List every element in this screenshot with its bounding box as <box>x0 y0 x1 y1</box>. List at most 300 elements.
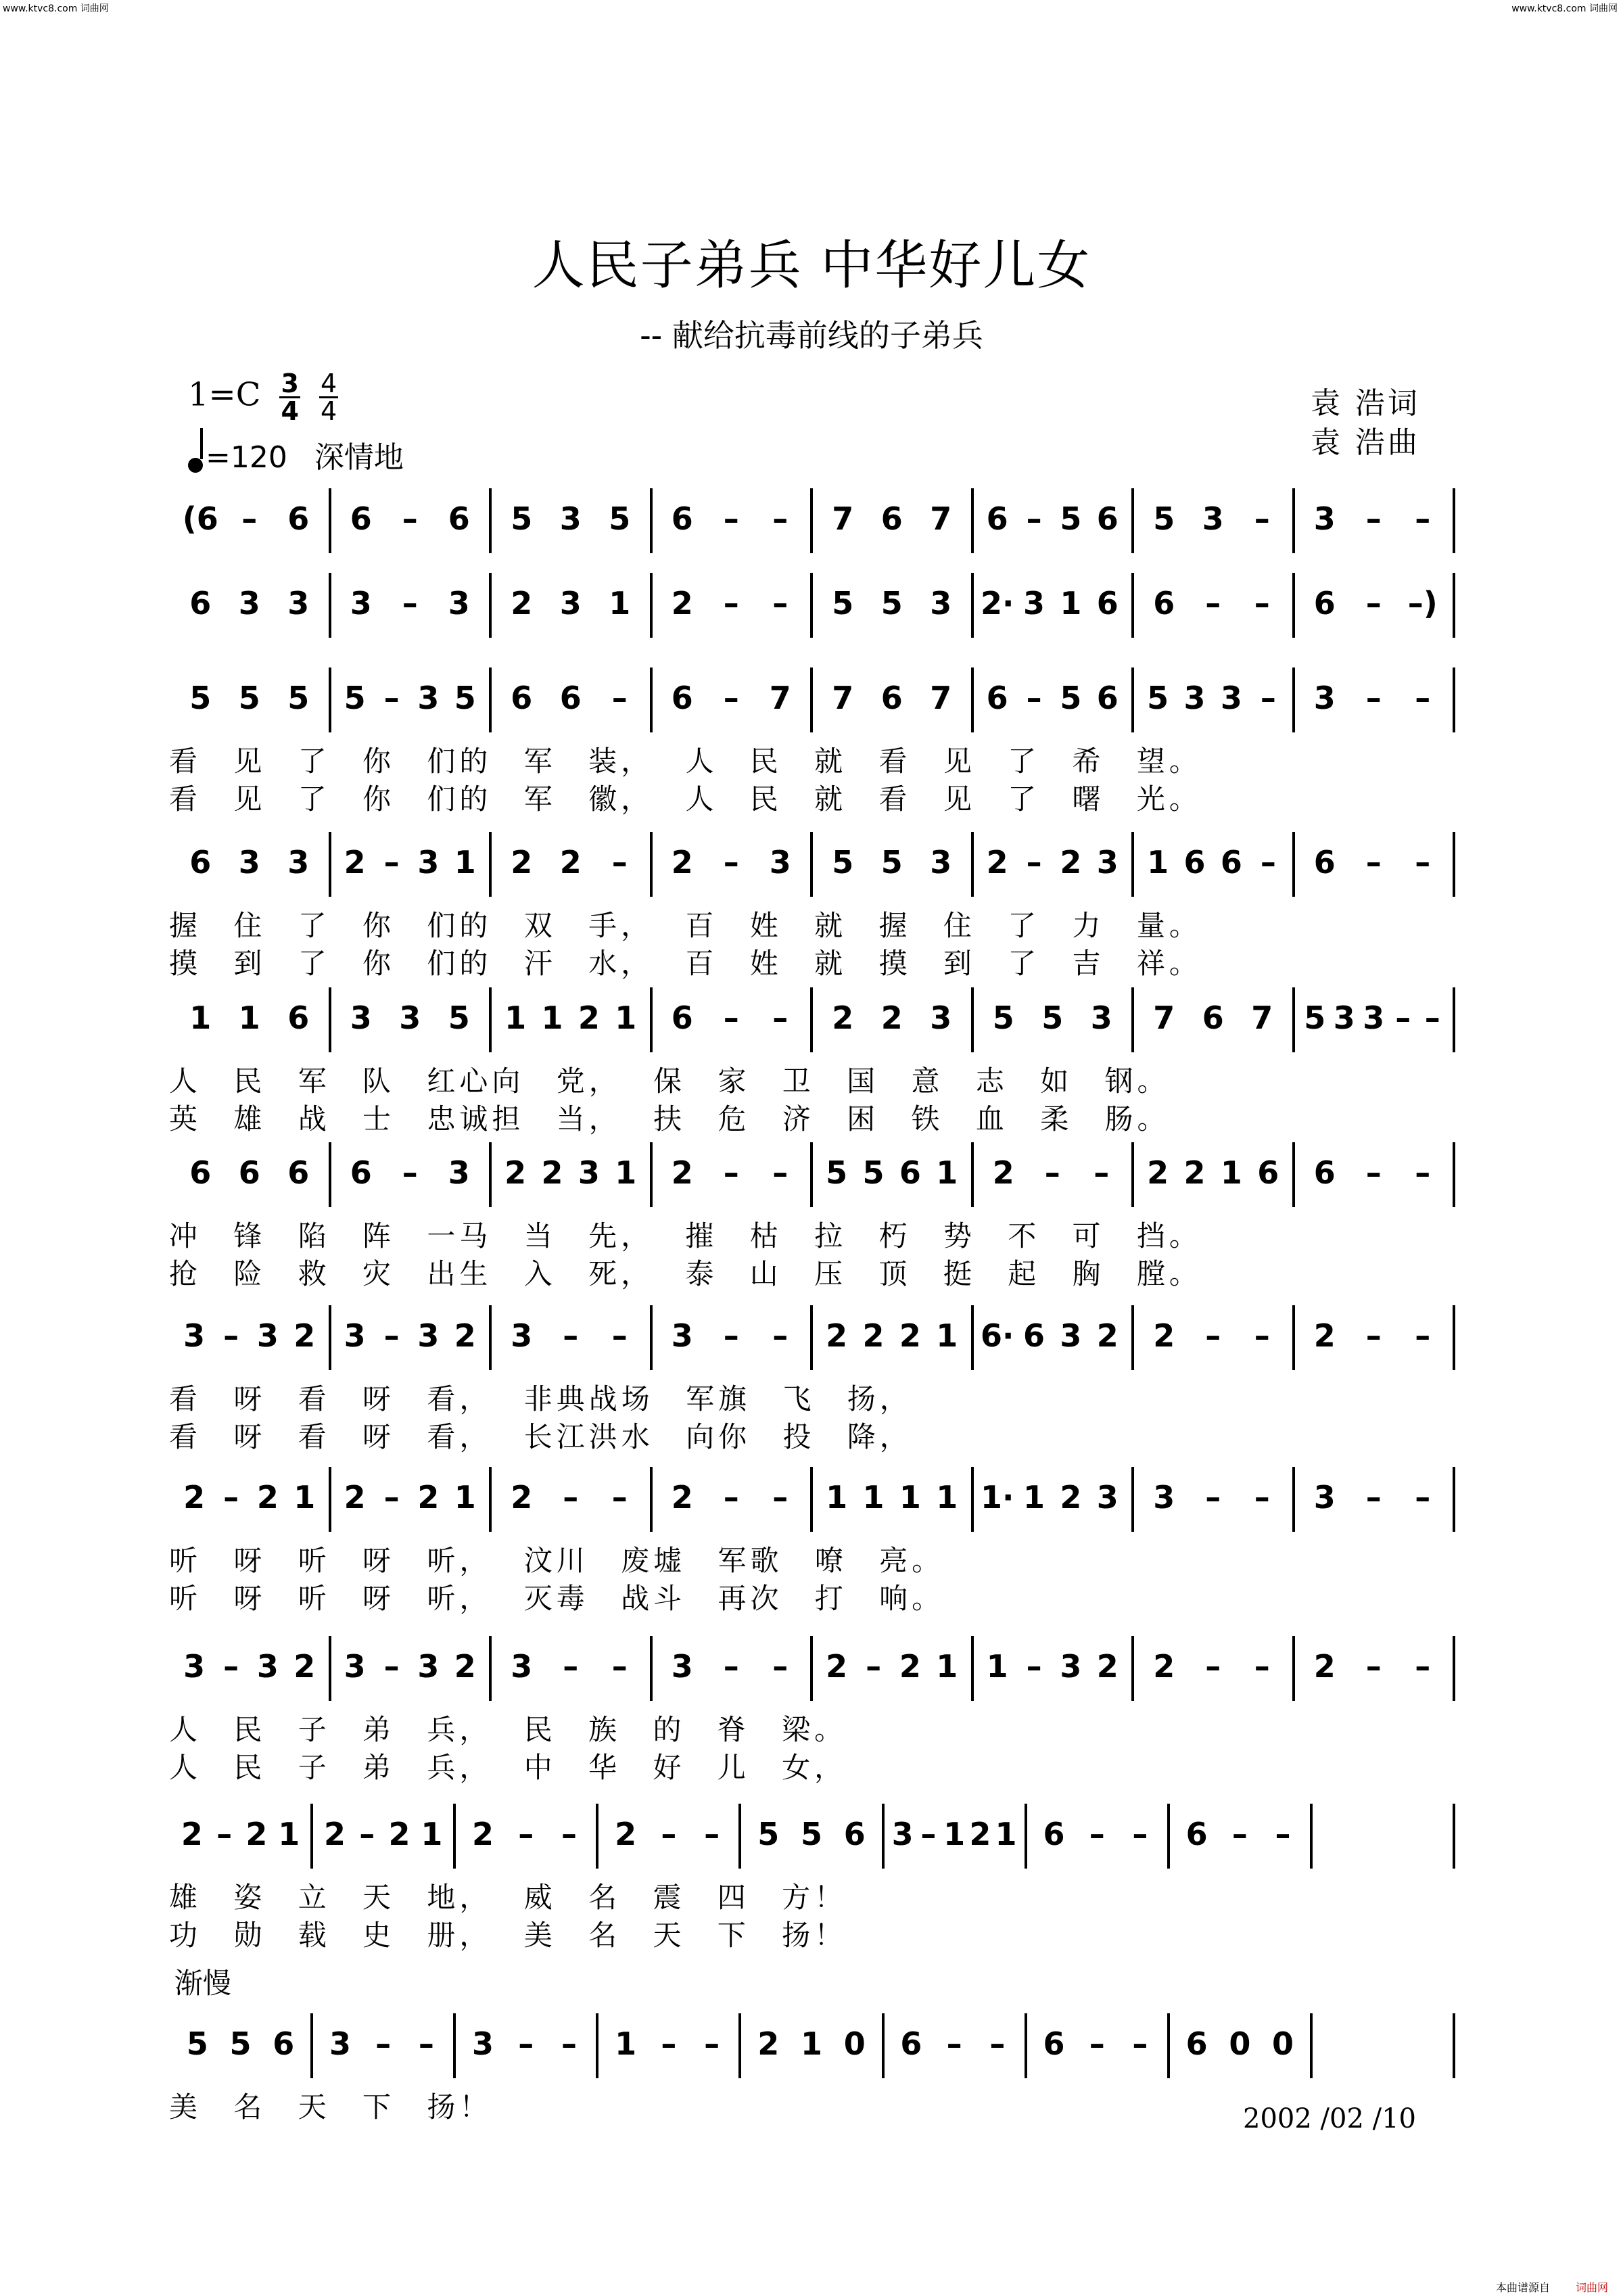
note-symbol: 6 <box>1153 585 1175 622</box>
note-symbol: – <box>1205 585 1221 622</box>
note-symbol: 7 <box>1251 1000 1273 1036</box>
note-symbol: 2 <box>1153 1648 1175 1685</box>
lyric-line: 功 勋 载 史 册， 美 名 天 下 扬！ <box>169 1919 847 1952</box>
note-symbol: – <box>723 500 739 537</box>
lyric-line: 看 呀 看 呀 看， 非典战场 军旗 飞 扬， <box>169 1382 912 1415</box>
note-symbol: – <box>359 1816 375 1852</box>
bar-line <box>329 1636 331 1701</box>
note-symbol: – <box>661 1816 677 1852</box>
note-symbol: 3 <box>287 585 310 622</box>
note-symbol: 3 <box>559 585 582 622</box>
note-symbol: 2 <box>293 1317 316 1354</box>
note-symbol: 2 <box>1313 1317 1336 1354</box>
bar-line <box>489 1636 492 1701</box>
note-symbol: 2 <box>1313 1648 1336 1685</box>
bar-line <box>596 1804 598 1869</box>
note-symbol: 5 <box>344 680 366 716</box>
note-symbol: 3 <box>559 500 582 537</box>
bar-line <box>810 573 813 638</box>
note-symbol: – <box>1365 585 1382 622</box>
note-symbol: – <box>1415 1479 1431 1516</box>
note-symbol: – <box>1254 1479 1270 1516</box>
note-symbol: 1 <box>995 1816 1017 1852</box>
note-symbol: 3 <box>417 1317 440 1354</box>
note-symbol: 3 <box>769 844 791 881</box>
note-symbol: – <box>704 1816 720 1852</box>
note-symbol: 3 <box>238 585 260 622</box>
note-symbol: 6 <box>238 1154 260 1191</box>
note-symbol: 7 <box>930 500 952 537</box>
note-symbol: 2 <box>344 844 366 881</box>
notation-line <box>169 2025 1454 2066</box>
note-symbol: 6 <box>287 500 310 537</box>
note-symbol: – <box>518 2025 534 2062</box>
bar-line <box>1310 2013 1313 2078</box>
bar-line <box>1131 832 1134 897</box>
note-symbol: – <box>1395 1000 1411 1036</box>
note-symbol: 2 <box>472 1816 494 1852</box>
note-symbol: 2 <box>511 585 533 622</box>
note-symbol: 2 <box>256 1479 279 1516</box>
note-symbol: 1 <box>936 1317 958 1354</box>
bar-line <box>1131 1636 1134 1701</box>
note-symbol: 5 <box>1147 680 1169 716</box>
footer-site-name: 词曲网 <box>1576 2281 1609 2294</box>
note-symbol: – <box>383 1648 400 1685</box>
note-symbol: 5 <box>862 1154 885 1191</box>
note-symbol: 3 <box>1183 680 1206 716</box>
note-symbol: 2 <box>578 1000 600 1036</box>
note-symbol: 7 <box>832 680 854 716</box>
note-symbol: 5 <box>832 585 854 622</box>
note-symbol: 3 <box>417 1648 440 1685</box>
note-symbol: – <box>223 1648 239 1685</box>
note-symbol: 3 <box>1060 1648 1082 1685</box>
lyric-line: 英 雄 战 士 忠诚担 当， 扶 危 济 困 铁 血 柔 肠。 <box>169 1102 1170 1135</box>
note-symbol: – <box>1205 1317 1221 1354</box>
note-symbol: 1 <box>189 1000 212 1036</box>
note-symbol: 2 <box>245 1816 268 1852</box>
note-symbol: 3 <box>183 1317 206 1354</box>
note-symbol: 5 <box>511 500 533 537</box>
note-symbol: 5 <box>189 680 212 716</box>
bar-line <box>650 1142 653 1207</box>
note-symbol: 6 <box>671 1000 693 1036</box>
note-symbol: 3 <box>344 1648 366 1685</box>
note-symbol: 2 <box>1060 844 1082 881</box>
note-symbol: 6 <box>1043 1816 1065 1852</box>
note-symbol: 5 <box>1060 500 1082 537</box>
site-url-right[interactable]: www.ktvc8.com 词曲网 <box>1511 3 1618 14</box>
note-symbol: – <box>611 1317 628 1354</box>
note-symbol: 2 <box>1096 1317 1119 1354</box>
note-symbol: 1 <box>541 1000 563 1036</box>
bar-line <box>650 573 653 638</box>
lyric-line: 握 住 了 你 们的 双 手， 百 姓 就 握 住 了 力 量。 <box>169 909 1202 942</box>
lyric-line: 看 见 了 你 们的 军 装， 人 民 就 看 见 了 希 望。 <box>169 745 1202 778</box>
note-symbol: 5 <box>1153 500 1175 537</box>
note-symbol: 1 <box>609 585 631 622</box>
lyric-line: 雄 姿 立 天 地， 威 名 震 四 方！ <box>169 1881 847 1914</box>
lyric-line: 看 呀 看 呀 看， 长江洪水 向你 投 降， <box>169 1420 912 1453</box>
note-symbol: 3 <box>1096 844 1119 881</box>
note-symbol: 3 <box>448 1154 470 1191</box>
note-symbol: 2 <box>832 1000 854 1036</box>
note-symbol: – <box>561 2025 577 2062</box>
note-symbol: 5 <box>454 680 476 716</box>
bar-line <box>596 2013 598 2078</box>
note-symbol: 2 <box>826 1317 848 1354</box>
bar-line <box>1292 1467 1295 1532</box>
bar-line <box>650 488 653 553</box>
note-symbol: – <box>1415 1317 1431 1354</box>
note-symbol: – <box>611 680 628 716</box>
note-symbol: 2 <box>323 1816 346 1852</box>
note-symbol: 2 <box>969 1816 991 1852</box>
bar-line <box>489 832 492 897</box>
note-symbol: 3 <box>256 1317 279 1354</box>
note-symbol: 1 <box>862 1479 885 1516</box>
note-symbol: 6 <box>986 680 1008 716</box>
footer-source-text: 本曲谱源自 <box>1496 2281 1551 2294</box>
bar-line <box>1453 1636 1455 1701</box>
notation-line <box>169 500 1454 541</box>
note-symbol: 3 <box>472 2025 494 2062</box>
note-symbol: 3 <box>1313 680 1336 716</box>
note-symbol: – <box>1254 1317 1270 1354</box>
bar-line <box>810 667 813 732</box>
note-symbol: 2 <box>181 1816 203 1852</box>
note-symbol: 6 <box>1185 2025 1208 2062</box>
note-symbol: 5 <box>609 500 631 537</box>
note-symbol: 3 <box>350 585 372 622</box>
bar-line <box>810 1467 813 1532</box>
note-symbol: – <box>1254 585 1270 622</box>
note-symbol: 5 <box>832 844 854 881</box>
note-symbol: 3 <box>1023 585 1045 622</box>
note-symbol: – <box>223 1317 239 1354</box>
lyric-line: 人 民 子 弟 兵， 民 族 的 脊 梁。 <box>169 1713 847 1746</box>
bar-line <box>489 1142 492 1207</box>
note-symbol: – <box>1231 1816 1248 1852</box>
note-symbol: 3 <box>256 1648 279 1685</box>
note-symbol: 3 <box>511 1648 533 1685</box>
note-symbol: – <box>223 1479 239 1516</box>
bar-line <box>1453 1467 1455 1532</box>
note-symbol: 1 <box>615 1154 637 1191</box>
note-symbol: 5 <box>1060 680 1082 716</box>
bar-line <box>1453 573 1455 638</box>
note-symbol: 6 <box>986 500 1008 537</box>
bar-line <box>810 1142 813 1207</box>
note-symbol: –) <box>1407 585 1438 622</box>
note-symbol: – <box>989 2025 1006 2062</box>
note-symbol: – <box>1415 500 1431 537</box>
note-symbol: 2 <box>862 1317 885 1354</box>
note-symbol: – <box>418 2025 434 2062</box>
note-symbol: 3 <box>671 1317 693 1354</box>
note-symbol: – <box>383 1317 400 1354</box>
note-symbol: 1 <box>943 1816 966 1852</box>
note-symbol: – <box>723 1154 739 1191</box>
bar-line <box>971 1142 974 1207</box>
note-symbol: 1 <box>454 844 476 881</box>
note-symbol: 1 <box>615 2025 637 2062</box>
ritardando-marking: 渐慢 <box>174 1967 232 2000</box>
bar-line <box>310 1804 313 1869</box>
note-symbol: 6 <box>1313 844 1336 881</box>
note-symbol: – <box>1089 2025 1105 2062</box>
note-symbol: 2 <box>454 1317 476 1354</box>
note-symbol: – <box>1132 1816 1148 1852</box>
note-symbol: – <box>1365 680 1382 716</box>
note-symbol: 3 <box>1096 1479 1119 1516</box>
note-symbol: 2 <box>293 1648 316 1685</box>
notation-line <box>169 585 1454 626</box>
note-symbol: 2 <box>1060 1479 1082 1516</box>
note-symbol: 6 <box>1185 1816 1208 1852</box>
note-symbol: – <box>518 1816 534 1852</box>
bar-line <box>329 1142 331 1207</box>
note-symbol: 2 <box>1183 1154 1206 1191</box>
note-symbol: 2 <box>992 1154 1014 1191</box>
note-symbol: – <box>1365 500 1382 537</box>
note-symbol: 6 <box>1257 1154 1279 1191</box>
bar-line <box>650 1305 653 1370</box>
note-symbol: 2 <box>183 1479 206 1516</box>
note-symbol: 2 <box>504 1154 527 1191</box>
note-symbol: 6 <box>189 585 212 622</box>
note-symbol: 5 <box>186 2025 208 2062</box>
lyric-line: 人 民 军 队 红心向 党， 保 家 卫 国 意 志 如 钢。 <box>169 1064 1170 1098</box>
note-symbol: 6 <box>189 1154 212 1191</box>
note-symbol: 2 <box>511 844 533 881</box>
lyric-line: 美 名 天 下 扬！ <box>169 2090 492 2124</box>
notation-line <box>169 1816 1454 1856</box>
bar-line <box>1131 488 1134 553</box>
note-symbol: 5 <box>800 1816 822 1852</box>
bar-line <box>489 573 492 638</box>
bar-line <box>1292 573 1295 638</box>
note-symbol: – <box>1415 680 1431 716</box>
bar-line <box>329 832 331 897</box>
note-symbol: – <box>216 1816 233 1852</box>
note-symbol: 1 <box>1023 1479 1045 1516</box>
note-symbol: 3 <box>930 585 952 622</box>
note-symbol: 2 <box>1147 1154 1169 1191</box>
bar-line <box>810 488 813 553</box>
note-symbol: – <box>561 1816 577 1852</box>
note-symbol: 6 <box>1096 680 1119 716</box>
note-symbol: 1· <box>980 1479 1014 1516</box>
note-symbol: 6 <box>287 1000 310 1036</box>
note-symbol: 6· <box>980 1317 1014 1354</box>
note-symbol: 6 <box>350 500 372 537</box>
bar-line <box>971 1305 974 1370</box>
note-symbol: – <box>1415 1154 1431 1191</box>
note-symbol: 6 <box>1183 844 1206 881</box>
note-symbol: 6 <box>1043 2025 1065 2062</box>
note-symbol: – <box>723 680 739 716</box>
lyric-line: 听 呀 听 呀 听， 灭毒 战斗 再次 打 响。 <box>169 1582 945 1615</box>
note-symbol: – <box>1026 680 1042 716</box>
note-symbol: – <box>563 1317 579 1354</box>
note-symbol: 2 <box>826 1648 848 1685</box>
bar-line <box>810 1305 813 1370</box>
note-symbol: – <box>563 1479 579 1516</box>
composition-date: 2002 /02 /10 <box>1243 2103 1416 2134</box>
note-symbol: 7 <box>1153 1000 1175 1036</box>
note-symbol: 5 <box>757 1816 780 1852</box>
note-symbol: 1 <box>936 1479 958 1516</box>
note-symbol: 3 <box>671 1648 693 1685</box>
note-symbol: – <box>704 2025 720 2062</box>
note-symbol: 5 <box>992 1000 1014 1036</box>
bar-line <box>882 2013 885 2078</box>
bar-line <box>650 1636 653 1701</box>
note-symbol: 3 <box>1333 1000 1355 1036</box>
note-symbol: – <box>1365 1648 1382 1685</box>
note-symbol: 6 <box>671 500 693 537</box>
note-symbol: 2 <box>899 1648 921 1685</box>
note-symbol: 1 <box>826 1479 848 1516</box>
notation-line <box>169 844 1454 885</box>
note-symbol: 6 <box>350 1154 372 1191</box>
note-symbol: 3 <box>1202 500 1224 537</box>
note-symbol: – <box>1415 844 1431 881</box>
note-symbol: 6 <box>900 2025 922 2062</box>
note-symbol: 6 <box>448 500 470 537</box>
bar-line <box>810 987 813 1052</box>
note-symbol: – <box>1026 844 1042 881</box>
note-symbol: 2 <box>344 1479 366 1516</box>
bar-line <box>738 2013 741 2078</box>
note-symbol: – <box>772 500 789 537</box>
note-symbol: 2 <box>671 844 693 881</box>
bar-line <box>329 667 331 732</box>
note-symbol: 2 <box>511 1479 533 1516</box>
note-symbol: – <box>1365 1479 1382 1516</box>
note-symbol: 2· <box>980 585 1014 622</box>
bar-line <box>489 987 492 1052</box>
bar-line <box>489 667 492 732</box>
bar-line <box>810 832 813 897</box>
bar-line <box>1025 1804 1027 1869</box>
note-symbol: 3 <box>1313 500 1336 537</box>
note-symbol: – <box>611 1479 628 1516</box>
note-symbol: 3 <box>1313 1479 1336 1516</box>
note-symbol: 5 <box>826 1154 848 1191</box>
composer-credit: 袁 浩曲 <box>1311 425 1420 460</box>
note-symbol: 0 <box>1229 2025 1251 2062</box>
note-symbol: – <box>1365 1317 1382 1354</box>
note-symbol: 6 <box>1023 1317 1045 1354</box>
bar-line <box>1131 987 1134 1052</box>
note-symbol: – <box>611 1648 628 1685</box>
note-symbol: 3 <box>417 680 440 716</box>
note-symbol: 3 <box>1220 680 1242 716</box>
bar-line <box>1453 1804 1455 1869</box>
bar-line <box>650 987 653 1052</box>
song-title: 人民子弟兵 中华好儿女 <box>532 235 1091 296</box>
note-symbol: – <box>241 500 258 537</box>
note-symbol: 6 <box>1220 844 1242 881</box>
bar-line <box>1453 488 1455 553</box>
note-symbol: 2 <box>388 1816 410 1852</box>
bar-line <box>1167 2013 1170 2078</box>
note-symbol: – <box>1205 1648 1221 1685</box>
note-symbol: 5 <box>238 680 260 716</box>
note-symbol: 3 <box>329 2025 351 2062</box>
note-symbol: – <box>402 500 418 537</box>
note-symbol: 6 <box>1202 1000 1224 1036</box>
note-symbol: 6 <box>1313 585 1336 622</box>
bar-line <box>650 832 653 897</box>
note-symbol: – <box>402 585 418 622</box>
tempo-marking: =120 深情地 <box>188 433 404 476</box>
note-symbol: 6 <box>843 1816 866 1852</box>
note-symbol: 3 <box>1363 1000 1385 1036</box>
lyric-line: 抢 险 救 灾 出生 入 死， 泰 山 压 顶 挺 起 胸 膛。 <box>169 1257 1202 1290</box>
note-symbol: – <box>946 2025 962 2062</box>
note-symbol: – <box>1415 1648 1431 1685</box>
note-symbol: 6 <box>880 500 903 537</box>
note-symbol: 1 <box>800 2025 822 2062</box>
note-symbol: 7 <box>769 680 791 716</box>
note-symbol: – <box>611 844 628 881</box>
bar-line <box>1453 1305 1455 1370</box>
note-symbol: – <box>1254 1648 1270 1685</box>
note-symbol: 3 <box>399 1000 421 1036</box>
note-symbol: – <box>563 1648 579 1685</box>
note-symbol: – <box>375 2025 392 2062</box>
notation-line <box>169 1154 1454 1195</box>
note-symbol: 2 <box>757 2025 780 2062</box>
note-symbol: 3 <box>350 1000 372 1036</box>
note-symbol: 1 <box>454 1479 476 1516</box>
note-symbol: 2 <box>615 1816 637 1852</box>
note-symbol: 2 <box>986 844 1008 881</box>
bar-line <box>329 987 331 1052</box>
note-symbol: 6 <box>273 2025 295 2062</box>
site-url-left[interactable]: www.ktvc8.com 词曲网 <box>3 3 109 14</box>
expression-marking: 深情地 <box>314 440 404 475</box>
note-symbol: – <box>723 844 739 881</box>
bar-line <box>1131 1142 1134 1207</box>
note-symbol: – <box>772 1317 789 1354</box>
note-symbol: – <box>723 1648 739 1685</box>
note-symbol: – <box>383 844 400 881</box>
note-symbol: 6 <box>287 1154 310 1191</box>
note-symbol: 2 <box>559 844 582 881</box>
note-symbol: 3 <box>578 1154 600 1191</box>
notation-line <box>169 1479 1454 1520</box>
bar-line <box>1292 1305 1295 1370</box>
note-symbol: – <box>1044 1154 1060 1191</box>
bar-line <box>1131 1467 1134 1532</box>
bar-line <box>1025 2013 1027 2078</box>
note-symbol: 5 <box>1304 1000 1326 1036</box>
note-symbol: 3 <box>238 844 260 881</box>
note-symbol: 6 <box>189 844 212 881</box>
note-symbol: 1 <box>936 1154 958 1191</box>
note-symbol: 6 <box>559 680 582 716</box>
bar-line <box>453 1804 456 1869</box>
note-symbol: – <box>383 680 400 716</box>
lyricist-credit: 袁 浩词 <box>1311 386 1420 421</box>
notation-line <box>169 1317 1454 1358</box>
note-symbol: 5 <box>448 1000 470 1036</box>
